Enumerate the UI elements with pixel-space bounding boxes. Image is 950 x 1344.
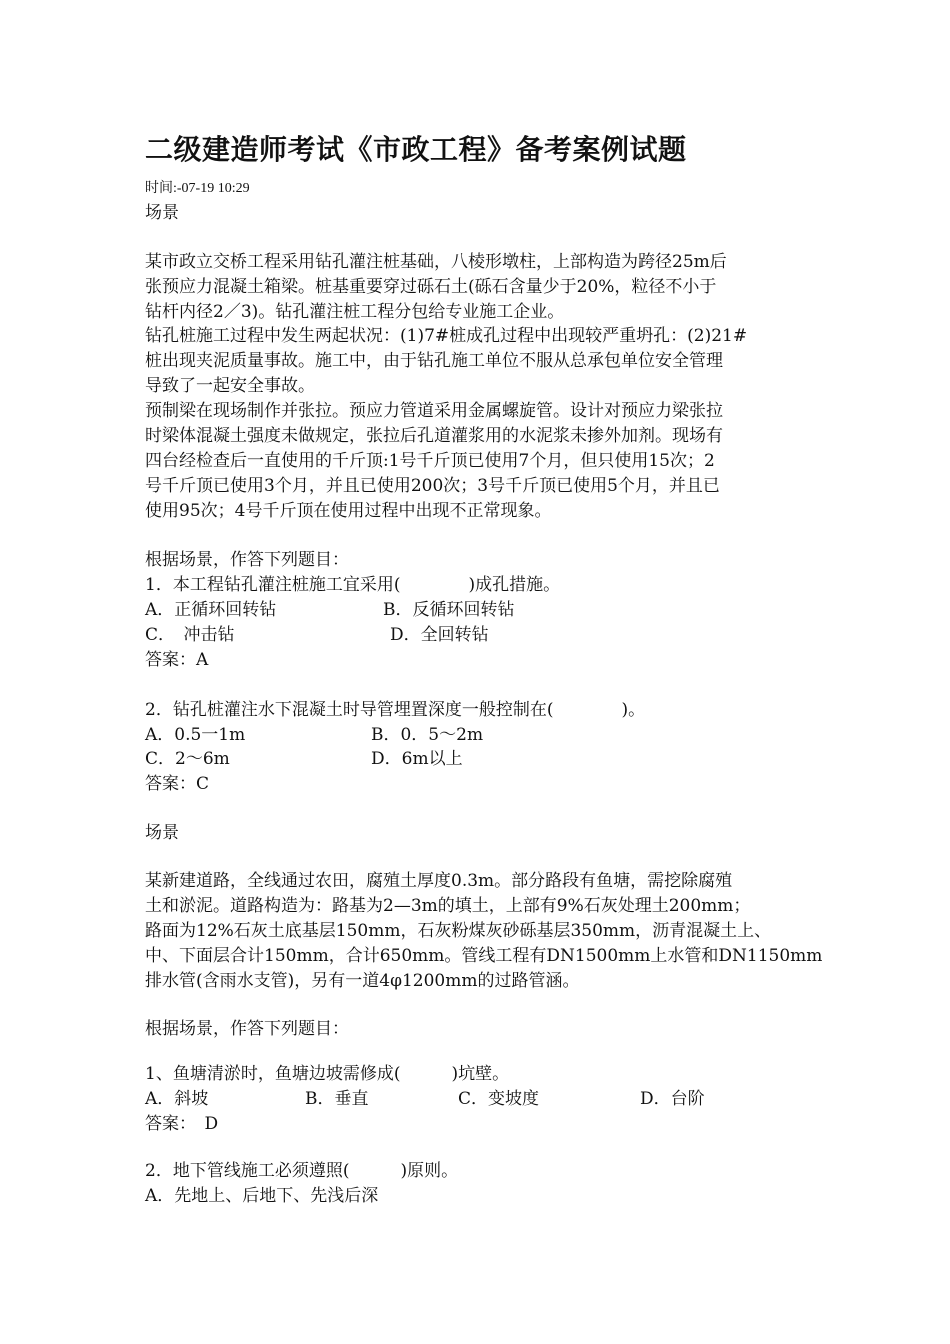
- scene1-prompt: 根据场景，作答下列题目：: [145, 550, 349, 570]
- scene1-q1-stem: 1．本工程钻孔灌注桩施工宜采用( )成孔措施。: [145, 575, 561, 595]
- scene1-q1-option-c: C． 冲击钻: [145, 625, 235, 645]
- publish-time: 时间:-07-19 10:29: [145, 181, 250, 196]
- scene2-q2-stem: 2．地下管线施工必须遵照( )原则。: [145, 1161, 459, 1181]
- scene2-q1-answer: 答案： D: [145, 1114, 219, 1134]
- scene2-p-line3: 路面为12%石灰土底基层150mm，石灰粉煤灰砂砾基层350mm，沥青混凝土上、: [145, 921, 772, 941]
- scene2-prompt: 根据场景，作答下列题目：: [145, 1019, 349, 1039]
- scene2-p-line1: 某新建道路，全线通过农田，腐殖土厚度0.3m。部分路段有鱼塘，需挖除腐殖: [145, 871, 733, 891]
- scene1-p2-line2: 桩出现夹泥质量事故。施工中，由于钻孔施工单位不服从总承包单位安全管理: [145, 351, 723, 371]
- scene1-q2-option-c: C．2～6m: [145, 749, 230, 769]
- scene2-p-line5: 排水管(含雨水支管)，另有一道4φ1200mm的过路管涵。: [145, 971, 580, 991]
- scene1-heading: 场景: [145, 203, 179, 223]
- scene1-p3-line1: 预制梁在现场制作并张拉。预应力管道采用金属螺旋管。设计对预应力梁张拉: [145, 401, 723, 421]
- scene1-q1-option-b: B．反循环回转钻: [383, 600, 515, 620]
- page-title: 二级建造师考试《市政工程》备考案例试题: [145, 133, 687, 166]
- scene1-q2-option-d: D．6m以上: [371, 749, 463, 769]
- scene1-p2-line1: 钻孔桩施工过程中发生两起状况：(1)7#桩成孔过程中出现较严重坍孔：(2)21#: [145, 326, 748, 346]
- scene2-p-line4: 中、下面层合计150mm，合计650mm。管线工程有DN1500mm上水管和DN1150mm: [145, 946, 823, 966]
- scene2-q1-option-b: B．垂直: [305, 1089, 369, 1109]
- scene1-p1-line1: 某市政立交桥工程采用钻孔灌注桩基础，八棱形墩柱，上部构造为跨径25m后: [145, 252, 727, 272]
- scene2-q1-option-a: A．斜坡: [145, 1089, 209, 1109]
- scene2-heading: 场景: [145, 823, 179, 843]
- scene1-p2-line3: 导致了一起安全事故。: [145, 376, 315, 396]
- scene1-q2-stem: 2．钻孔桩灌注水下混凝土时导管埋置深度一般控制在( )。: [145, 700, 646, 720]
- scene1-p3-line3: 四台经检查后一直使用的千斤顶:1号千斤顶已使用7个月，但只使用15次；2: [145, 451, 715, 471]
- scene2-q1-option-c: C．变坡度: [458, 1089, 540, 1109]
- scene1-p3-line4: 号千斤顶已使用3个月，并且已使用200次；3号千斤顶已使用5个月，并且已: [145, 476, 720, 496]
- scene1-q2-option-b: B．0．5～2m: [371, 725, 484, 745]
- scene1-p1-line3: 钻杆内径2／3)。钻孔灌注桩工程分包给专业施工企业。: [145, 302, 565, 322]
- scene2-p-line2: 土和淤泥。道路构造为：路基为2—3m的填土，上部有9%石灰处理土200mm；: [145, 896, 751, 916]
- scene1-p3-line5: 使用95次；4号千斤顶在使用过程中出现不正常现象。: [145, 501, 552, 521]
- scene2-q1-option-d: D．台阶: [640, 1089, 705, 1109]
- scene1-q2-answer: 答案：C: [145, 774, 210, 794]
- scene1-p3-line2: 时梁体混凝土强度未做规定，张拉后孔道灌浆用的水泥浆未掺外加剂。现场有: [145, 426, 723, 446]
- scene1-q1-answer: 答案：A: [145, 650, 209, 670]
- scene1-q2-option-a: A．0.5一1m: [145, 725, 246, 745]
- scene1-p1-line2: 张预应力混凝土箱梁。桩基重要穿过砾石土(砾石含量少于20%，粒径不小于: [145, 277, 717, 297]
- scene1-q1-option-a: A．正循环回转钻: [145, 600, 277, 620]
- scene2-q2-option-a: A．先地上、后地下、先浅后深: [145, 1186, 379, 1206]
- scene2-q1-stem: 1、鱼塘清淤时，鱼塘边坡需修成( )坑壁。: [145, 1064, 510, 1084]
- scene1-q1-option-d: D．全回转钻: [390, 625, 489, 645]
